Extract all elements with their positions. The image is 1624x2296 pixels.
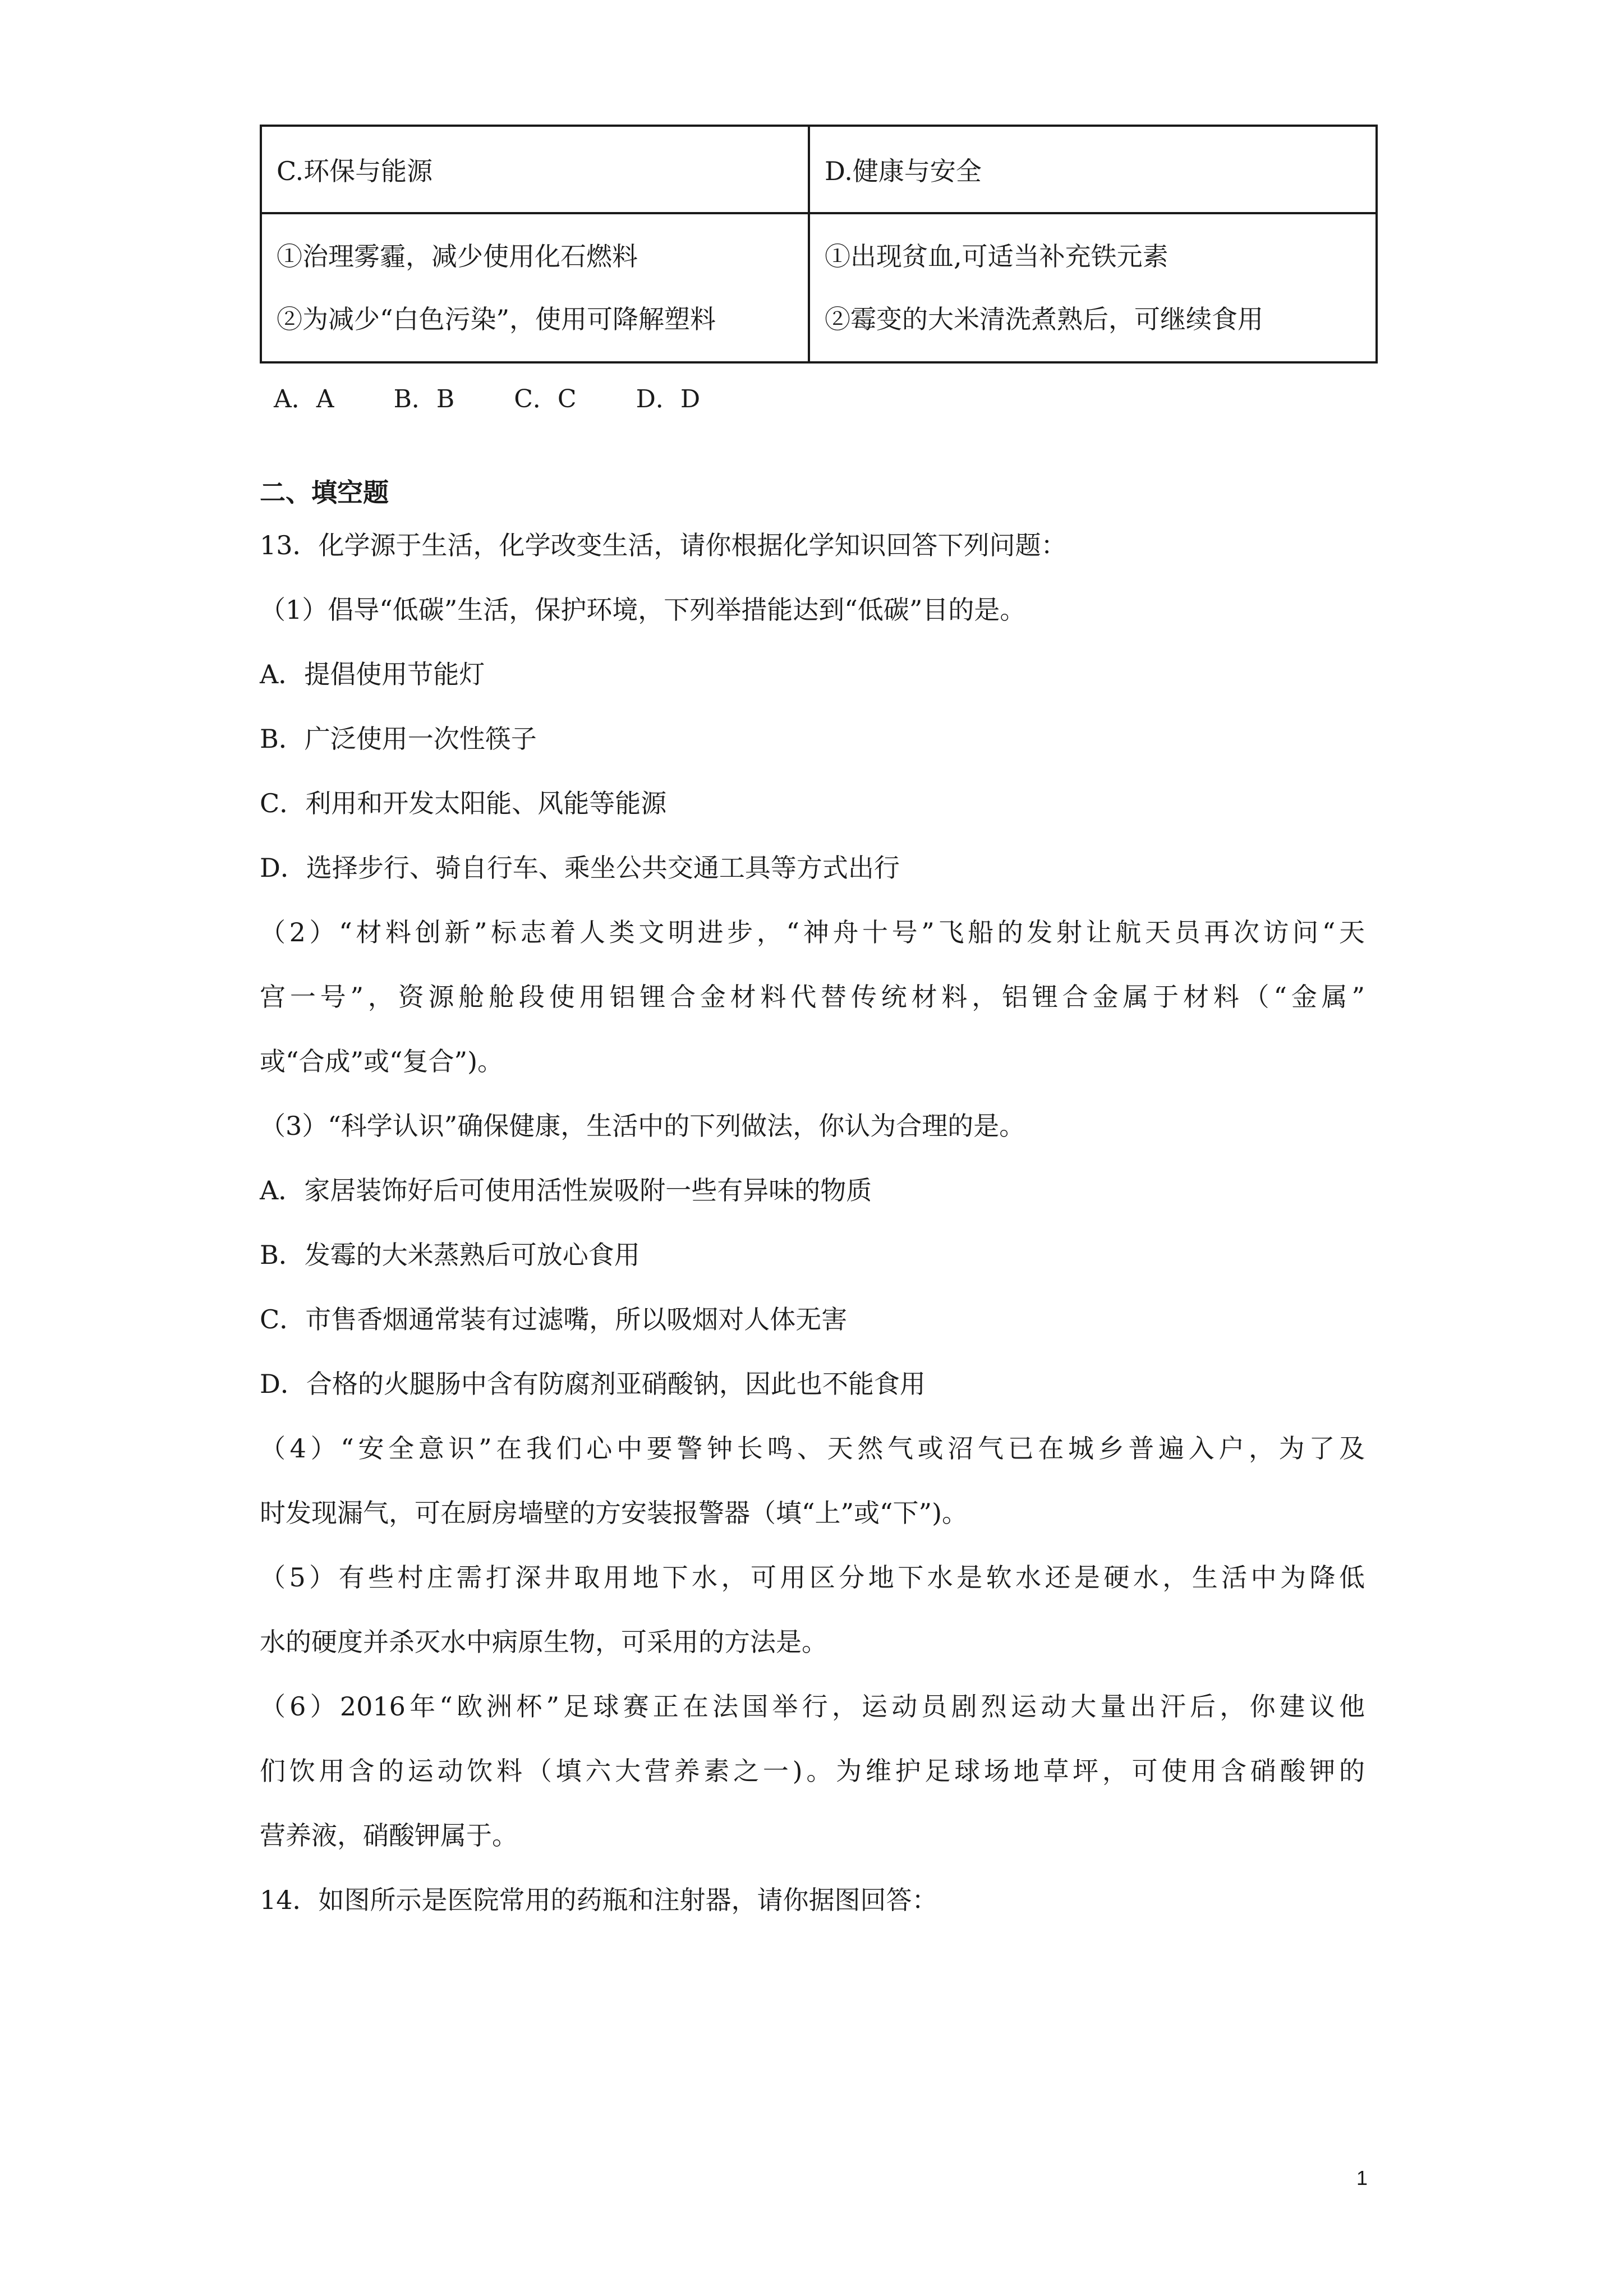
question-13-part-5-line: 水的硬度并杀灭水中病原生物，可采用的方法是。: [260, 1627, 827, 1657]
question-13-part-6-line: （6）2016年“欧洲杯”足球赛正在法国举行，运动员剧烈运动大量出汗后，你建议他: [260, 1691, 1365, 1722]
question-13-stem: 13．化学源于生活，化学改变生活，请你根据化学知识回答下列问题：: [260, 530, 1067, 560]
option-line: D．合格的火腿肠中含有防腐剂亚硝酸钠，因此也不能食用: [260, 1369, 926, 1399]
table-cell-c-header: C.环保与能源: [261, 126, 809, 213]
answer-choices: [274, 383, 752, 416]
page-number: 1: [1356, 2166, 1368, 2189]
question-13-part-2-line: （2）“材料创新”标志着人类文明进步，“神舟十号”飞船的发射让航天员再次访问“天: [260, 917, 1365, 947]
option-line: B．广泛使用一次性筷子: [260, 724, 537, 754]
option-line: A．提倡使用节能灯: [260, 659, 485, 689]
table-cell-line: ①出现贫血,可适当补充铁元素: [825, 241, 1168, 272]
answer-choice: C．C: [514, 385, 577, 413]
question-13-part-6-line: 们饮用含的运动饮料（填六大营养素之一)。为维护足球场地草坪，可使用含硝酸钾的: [260, 1756, 1365, 1786]
answer-choice: A．A: [274, 385, 334, 413]
question-13-part-1: （1）倡导“低碳”生活，保护环境，下列举措能达到“低碳”目的是。: [260, 595, 1026, 625]
table-cell-line: ②为减少“白色污染”，使用可降解塑料: [277, 304, 716, 334]
table-cell-line: ②霉变的大米清洗煮熟后，可继续食用: [825, 304, 1263, 334]
table-cell-line: ①治理雾霾，减少使用化石燃料: [277, 241, 638, 272]
section-title: 二、填空题: [260, 477, 389, 508]
question-13-part-3: （3）“科学认识”确保健康，生活中的下列做法，你认为合理的是。: [260, 1111, 1025, 1141]
option-line: C．市售香烟通常装有过滤嘴，所以吸烟对人体无害: [260, 1304, 848, 1335]
options-table: [260, 125, 1378, 364]
question-13-part-2-line: 或“合成”或“复合”)。: [260, 1046, 504, 1076]
option-line: B．发霉的大米蒸熟后可放心食用: [260, 1240, 640, 1270]
table-cell-d-body: [809, 213, 1377, 362]
option-line: C．利用和开发太阳能、风能等能源: [260, 788, 667, 818]
question-13-part-2-line: 宫一号”，资源舱舱段使用铝锂合金材料代替传统材料，铝锂合金属于材料（“金属”: [260, 982, 1365, 1012]
question-13-part-6-line: 营养液，硝酸钾属于。: [260, 1820, 518, 1851]
table-cell-c-body: [261, 213, 809, 362]
option-line: D．选择步行、骑自行车、乘坐公共交通工具等方式出行: [260, 853, 900, 883]
question-13-part-4-line: （4）“安全意识”在我们心中要警钟长鸣、天然气或沼气已在城乡普遍入户，为了及: [260, 1433, 1365, 1464]
question-13-part-4-line: 时发现漏气，可在厨房墙壁的方安装报警器（填“上”或“下”)。: [260, 1498, 968, 1528]
table-cell-d-header: D.健康与安全: [809, 126, 1377, 213]
answer-choice: B．B: [393, 385, 455, 413]
question-13-part-5-line: （5）有些村庄需打深井取用地下水，可用区分地下水是软水还是硬水，生活中为降低: [260, 1562, 1365, 1593]
option-line: A．家居装饰好后可使用活性炭吸附一些有异味的物质: [260, 1175, 872, 1205]
answer-choice: D．D: [636, 385, 701, 413]
question-14-stem: 14．如图所示是医院常用的药瓶和注射器，请你据图回答：: [260, 1885, 938, 1915]
